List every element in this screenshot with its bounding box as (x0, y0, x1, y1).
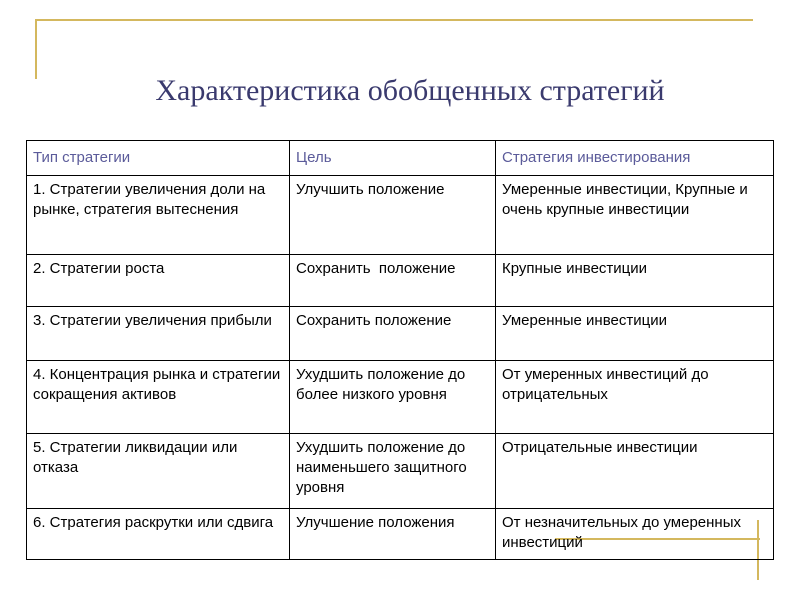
cell-investment: Умеренные инвестиции (496, 307, 774, 361)
cell-investment: От умеренных инвестиций до отрицательных (496, 361, 774, 434)
cell-strategy-type: 4. Концентрация рынка и стратегии сокращения активов (27, 361, 290, 434)
header-strategy-type: Тип стратегии (27, 141, 290, 176)
table-header-row (27, 141, 774, 176)
table-row (27, 307, 774, 361)
cell-goal: Ухудшить положение до более низкого уровня (290, 361, 496, 434)
table-row (27, 361, 774, 434)
cell-goal: Улучшение положения (290, 509, 496, 560)
cell-strategy-type: 3. Стратегии увеличения прибыли (27, 307, 290, 361)
table-row (27, 255, 774, 307)
table-row (27, 434, 774, 509)
strategy-table (26, 140, 774, 560)
cell-goal: Сохранить положение (290, 255, 496, 307)
cell-strategy-type: 1. Стратегии увеличения доли на рынке, стратегия вытеснения (27, 176, 290, 255)
decor-line-top (35, 19, 753, 21)
cell-investment: Крупные инвестиции (496, 255, 774, 307)
table-row (27, 509, 774, 560)
cell-goal: Сохранить положение (290, 307, 496, 361)
cell-goal: Улучшить положение (290, 176, 496, 255)
cell-strategy-type: 5. Стратегии ликвидации или отказа (27, 434, 290, 509)
cell-goal: Ухудшить положение до наименьшего защитного уровня (290, 434, 496, 509)
table-row (27, 176, 774, 255)
slide-title: Характеристика обобщенных стратегий (155, 74, 665, 107)
cell-investment: Умеренные инвестиции, Крупные и очень крупные инвестиции (496, 176, 774, 255)
cell-investment: От незначительных до умеренных инвестиций (496, 509, 774, 560)
header-investment-strategy: Стратегия инвестирования (496, 141, 774, 176)
cell-strategy-type: 2. Стратегии роста (27, 255, 290, 307)
cell-strategy-type: 6. Стратегия раскрутки или сдвига (27, 509, 290, 560)
decor-line-left (35, 19, 37, 79)
cell-investment: Отрицательные инвестиции (496, 434, 774, 509)
header-goal: Цель (290, 141, 496, 176)
